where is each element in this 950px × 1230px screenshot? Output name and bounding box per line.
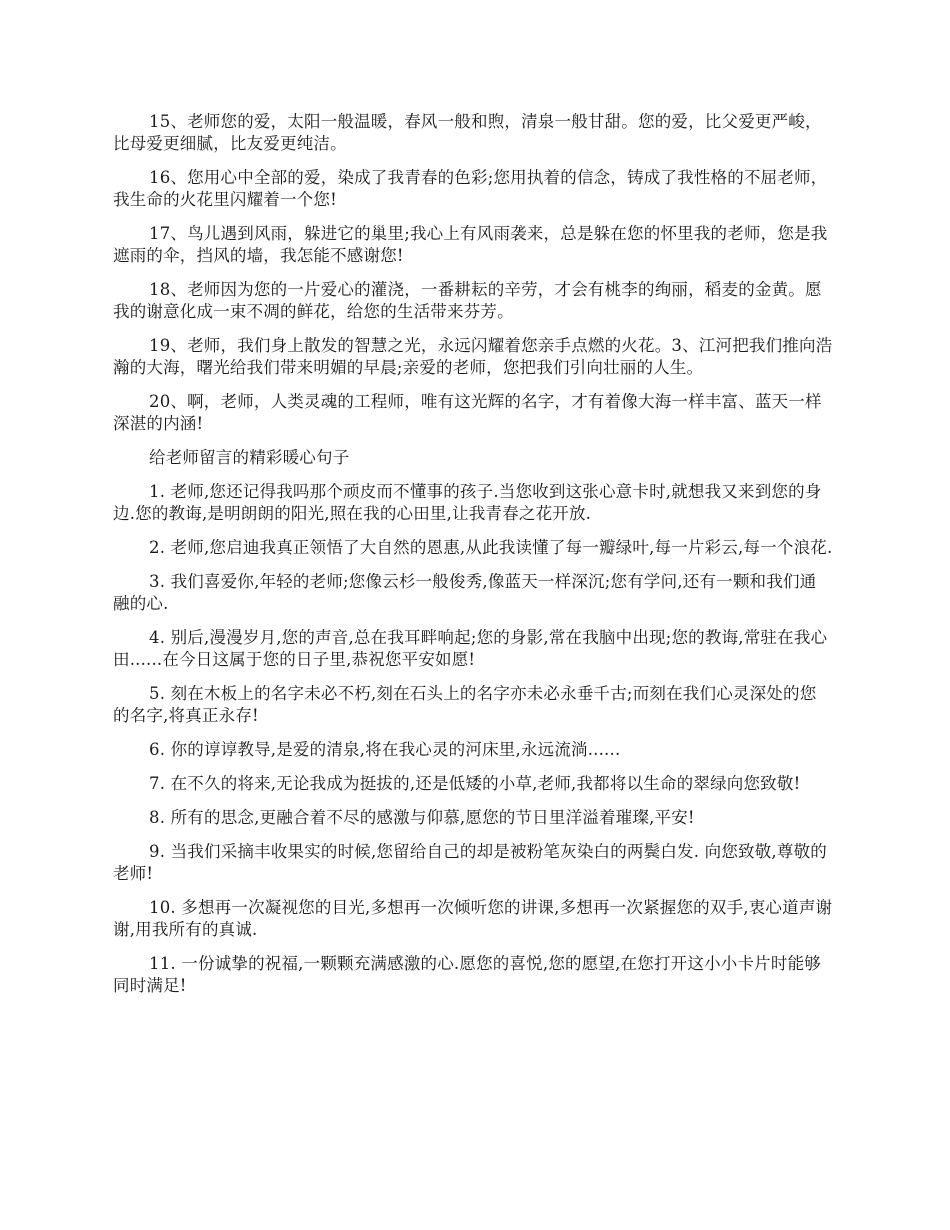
list-item-5: 5. 刻在木板上的名字未必不朽,刻在石头上的名字亦未必永垂千古;而刻在我们心灵深处的您的名字,将真正永存!: [113, 684, 817, 725]
paragraph-20: 20、啊，老师，人类灵魂的工程师，唯有这光辉的名字，才有着像大海一样丰富、蓝天一样深湛的内涵!: [113, 392, 822, 433]
paragraph-19: 19、老师，我们身上散发的智慧之光，永远闪耀着您亲手点燃的火花。3、江河把我们推向浩瀚的大海，曙光给我们带来明媚的早晨;亲爱的老师，您把我们引向壮丽的人生。: [113, 336, 833, 377]
list-item-11: 11. 一份诚挚的祝福,一颗颗充满感激的心.愿您的喜悦,您的愿望,在您打开这小小卡片时能够同时满足!: [113, 954, 821, 995]
paragraph-15: 15、老师您的爱，太阳一般温暖，春风一般和煦，清泉一般甘甜。您的爱，比父爱更严峻，比母爱更细腻，比友爱更纯洁。: [113, 112, 822, 153]
list-item-9: 9. 当我们采摘丰收果实的时候,您留给自己的却是被粉笔灰染白的两鬓白发. 向您致敬,尊敬的老师!: [113, 842, 827, 883]
section-heading: 给老师留言的精彩暖心句子: [149, 448, 350, 467]
paragraph-16: 16、您用心中全部的爱，染成了我青春的色彩;您用执着的信念，铸成了我性格的不屈老师，我生命的火花里闪耀着一个您!: [113, 168, 828, 209]
list-item-6: 6. 你的谆谆教导,是爱的清泉,将在我心灵的河床里,永远流淌......: [149, 740, 621, 759]
list-item-10: 10. 多想再一次凝视您的目光,多想再一次倾听您的讲课,多想再一次紧握您的双手,衷心道声谢谢,用我所有的真诚.: [113, 898, 833, 939]
list-item-3: 3. 我们喜爱你,年轻的老师;您像云杉一般俊秀,像蓝天一样深沉;您有学问,还有一颗和我们通融的心.: [113, 572, 817, 613]
list-item-1: 1. 老师,您还记得我吗那个顽皮而不懂事的孩子.当您收到这张心意卡时,就想我又来到您的身边.您的教诲,是明朗朗的阳光,照在我的心田里,让我青春之花开放.: [113, 482, 822, 523]
list-item-7: 7. 在不久的将来,无论我成为挺拔的,还是低矮的小草,老师,我都将以生命的翠绿向您致敬!: [149, 774, 801, 793]
paragraph-18: 18、老师因为您的一片爱心的灌浇，一番耕耘的辛劳，才会有桃李的绚丽，稻麦的金黄。愿我的谢意化成一束不凋的鲜花，给您的生活带来芬芳。: [113, 280, 822, 321]
document-body: [113, 111, 833, 1009]
list-item-8: 8. 所有的思念,更融合着不尽的感激与仰慕,愿您的节日里洋溢着璀璨,平安!: [149, 808, 695, 827]
list-item-2: 2. 老师,您启迪我真正领悟了大自然的恩惠,从此我读懂了每一瓣绿叶,每一片彩云,每一个浪花.: [149, 538, 833, 557]
list-item-4: 4. 别后,漫漫岁月,您的声音,总在我耳畔响起;您的身影,常在我脑中出现;您的教诲,常驻在我心田......在今日这属于您的日子里,恭祝您平安如愿!: [113, 628, 828, 669]
paragraph-17: 17、鸟儿遇到风雨，躲进它的巢里;我心上有风雨袭来，总是躲在您的怀里我的老师，您是我遮雨的伞，挡风的墙，我怎能不感谢您!: [113, 224, 828, 265]
